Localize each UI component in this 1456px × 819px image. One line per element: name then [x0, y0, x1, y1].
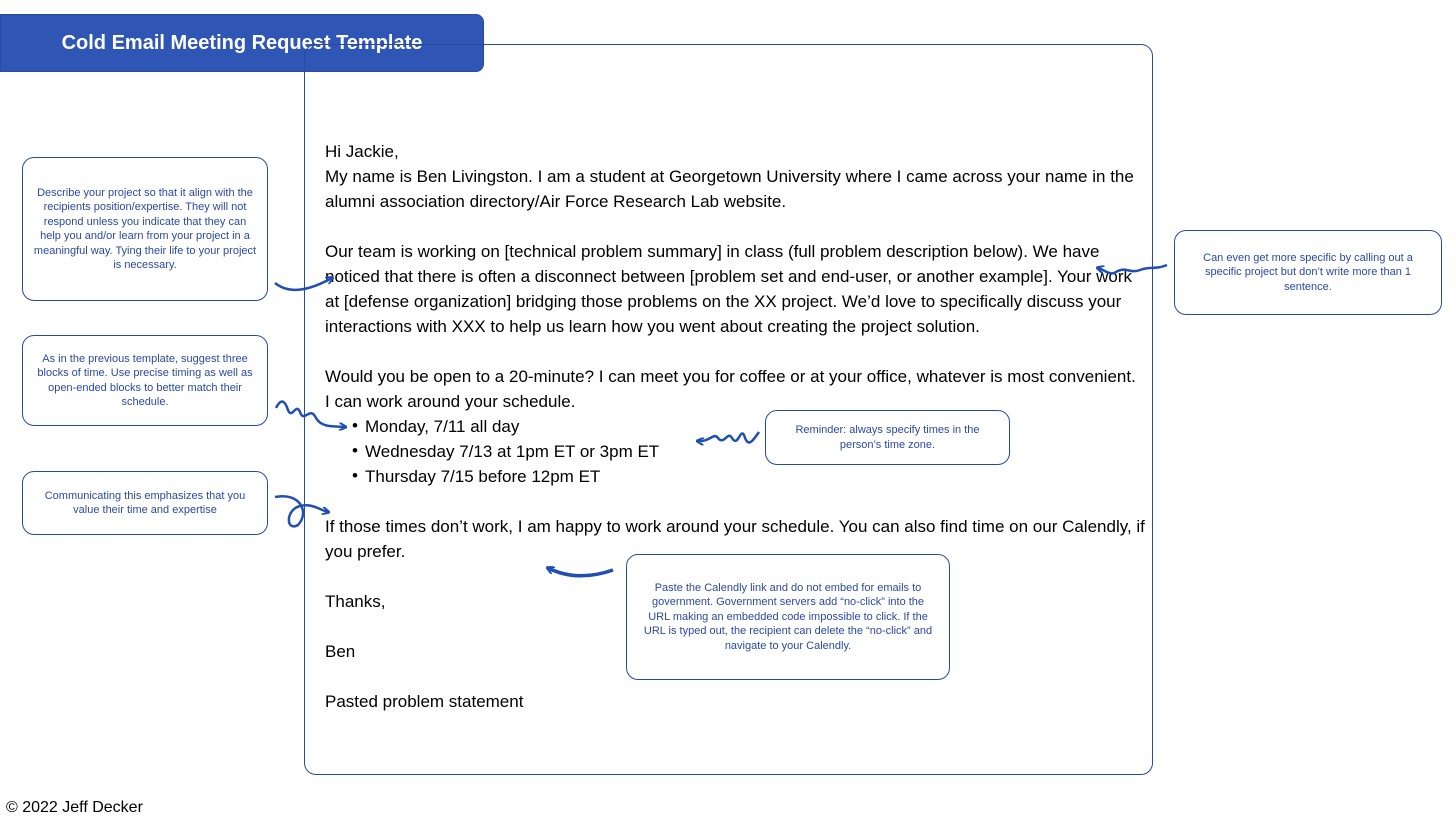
note-timezone: Reminder: always specify times in the person’s time zone. — [765, 410, 1010, 465]
arrow-timezone-icon — [698, 432, 759, 442]
email-thanks: Thanks, — [325, 592, 386, 611]
note-calendly: Paste the Calendly link and do not embed for emails to government. Government servers add “no-click” into the URL making an embedded code impossible to click. If the URL is typed out, the recipient can delete the “no-click” and navigate to your Calendly. — [626, 554, 950, 680]
time-option: • Thursday 7/15 before 12pm ET — [365, 464, 1145, 489]
note-describe-project: Describe your project so that it align with the recipients position/expertise. They will not respond unless you indicate that they can help you and/or learn from your project in a meaningful way. Tying their life to your project is necessary. — [22, 157, 268, 301]
email-fallback: If those times don’t work, I am happy to work around your schedule. You can also find time on our Calendly, if you prefer. — [325, 517, 1145, 561]
email-closing: Pasted problem statement — [325, 692, 524, 711]
note-specific-project: Can even get more specific by calling out a specific project but don’t write more than 1 sentence. — [1174, 230, 1442, 315]
arrow-describe-project-icon — [275, 278, 332, 290]
copyright: © 2022 Jeff Decker — [6, 799, 143, 816]
note-value-time: Communicating this emphasizes that you value their time and expertise — [22, 471, 268, 535]
email-signature: Ben — [325, 642, 356, 661]
email-intro: My name is Ben Livingston. I am a student at Georgetown University where I came across your name in the alumni association directory/Air Force Research Lab website. — [325, 167, 1134, 211]
email-meeting-ask: Would you be open to a 20-minute? I can meet you for coffee or at your office, whatever is most convenient. I can work around your schedule. — [325, 367, 1136, 411]
note-three-blocks: As in the previous template, suggest three blocks of time. Use precise timing as well as open-ended blocks to better match their schedule. — [22, 335, 268, 426]
time-option: • Monday, 7/11 all day — [365, 414, 1145, 439]
arrow-specific-project-icon — [1098, 265, 1167, 273]
email-greeting: Hi Jackie, — [325, 142, 399, 161]
template-title: Cold Email Meeting Request Template — [0, 14, 484, 72]
arrow-value-time-icon — [275, 496, 328, 526]
email-project-paragraph: Our team is working on [technical problem summary] in class (full problem description below). We have noticed that there is often a disconnect between [problem set and end-user, or another example]. Your work at [defense organization] bridging those problems on the XX project. We’d love to specifically discuss your interactions with XXX to help us learn how you went about creating the project solution. — [325, 242, 1133, 336]
time-option: • Wednesday 7/13 at 1pm ET or 3pm ET — [365, 439, 1145, 464]
arrow-three-blocks-icon — [276, 402, 345, 428]
arrow-calendly-icon — [548, 568, 613, 576]
